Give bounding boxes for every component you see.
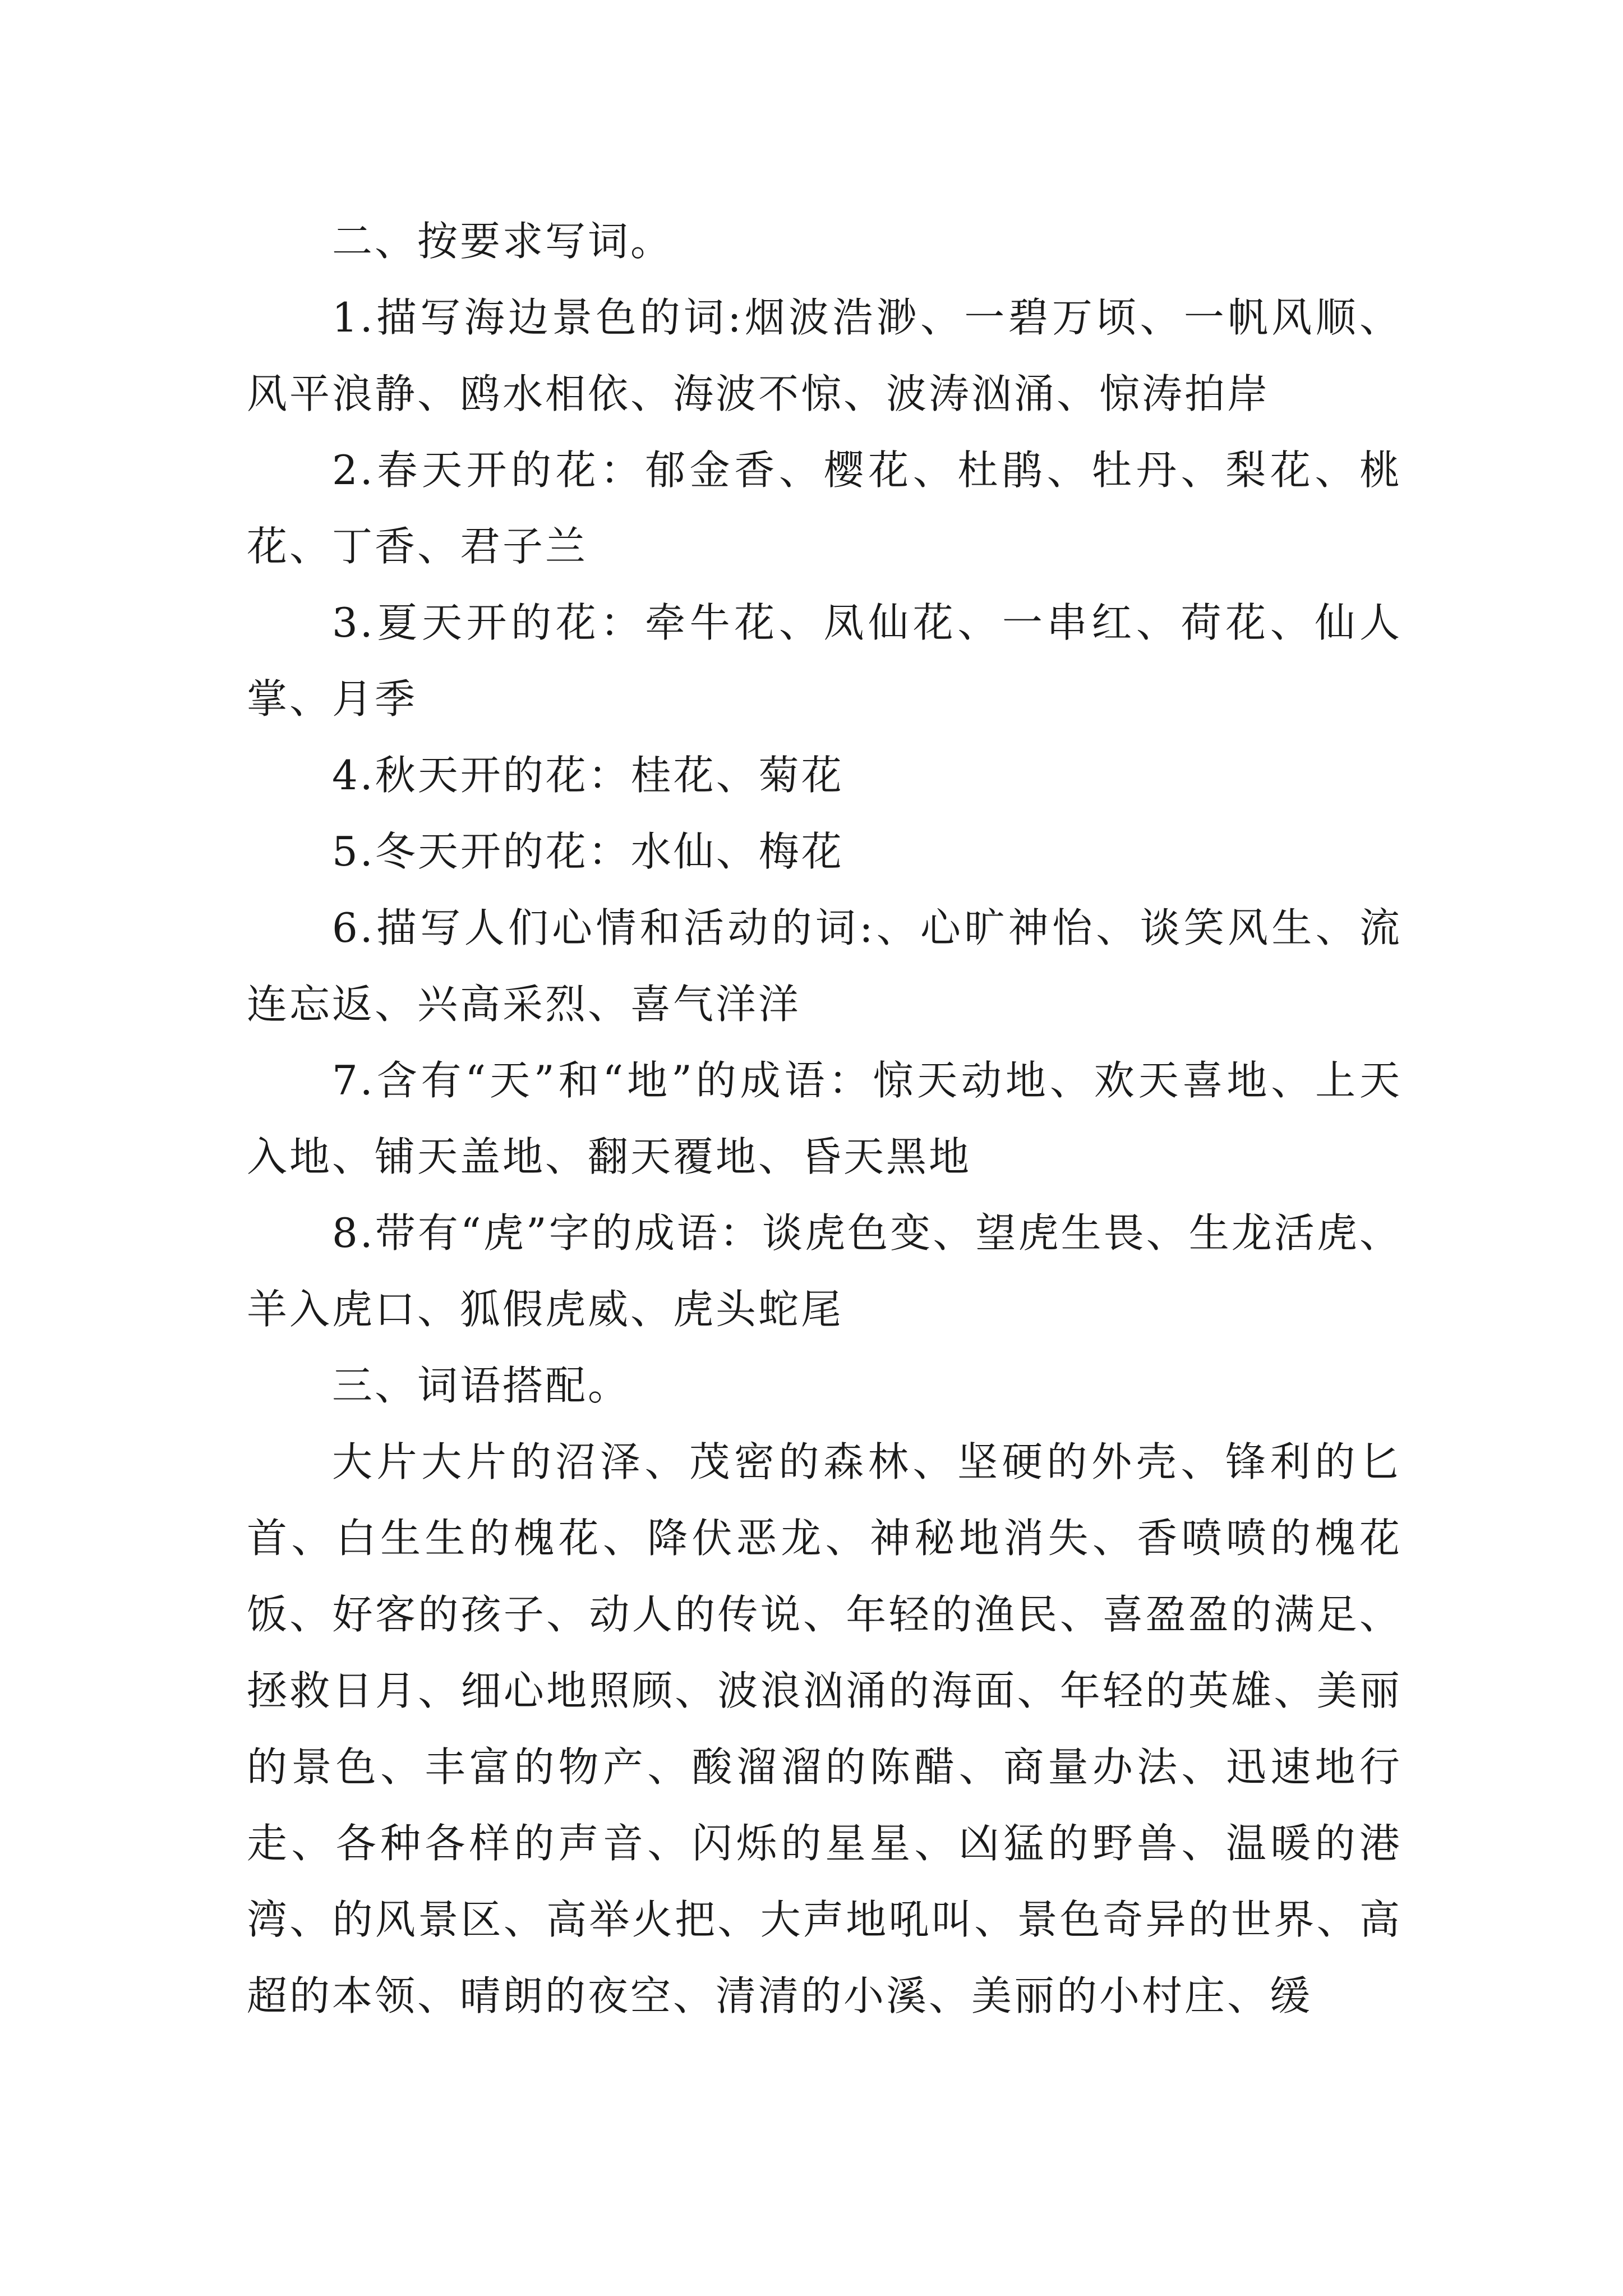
- list-item-3: 3.夏天开的花：牵牛花、凤仙花、一串红、荷花、仙人掌、月季: [247, 599, 1402, 723]
- list-item-7: 7.含有“天”和“地”的成语：惊天动地、欢天喜地、上天入地、铺天盖地、翻天覆地、昏天黑地: [247, 1057, 1402, 1180]
- body-paragraph: 大片大片的沼泽、茂密的森林、坚硬的外壳、锋利的匕首、白生生的槐花、降伏恶龙、神秘地消失、香喷喷的槐花饭、好客的孩子、动人的传说、年轻的渔民、喜盈盈的满足、拯救日月、细心地照顾、波浪汹涌的海面、年轻的英雄、美丽的景色、丰富的物产、酸溜溜的陈醋、商量办法、迅速地行走、各种各样的声音、闪烁的星星、凶猛的野兽、温暖的港湾、的风景区、高举火把、大声地吼叫、景色奇异的世界、高超的本领、晴朗的夜空、清清的小溪、美丽的小村庄、缓: [247, 1438, 1402, 2019]
- list-item-8: 8.带有“虎”字的成语：谈虎色变、望虎生畏、生龙活虎、羊入虎口、狐假虎威、虎头蛇尾: [247, 1209, 1402, 1333]
- section-heading-3: 三、词语搭配。: [332, 1362, 631, 1409]
- list-item-2: 2.春天开的花：郁金香、樱花、杜鹃、牡丹、梨花、桃花、丁香、君子兰: [247, 447, 1402, 570]
- list-item-1: 1.描写海边景色的词:烟波浩渺、一碧万顷、一帆风顺、风平浪静、鸥水相依、海波不惊、波涛汹涌、惊涛拍岸: [247, 294, 1402, 417]
- list-item-4: 4.秋天开的花：桂花、菊花: [332, 752, 844, 799]
- list-item-6: 6.描写人们心情和活动的词:、心旷神怡、谈笑风生、流连忘返、兴高采烈、喜气洋洋: [247, 904, 1402, 1028]
- document-body: [247, 203, 1402, 2034]
- section-heading-2: 二、按要求写词。: [332, 218, 674, 265]
- list-item-5: 5.冬天开的花：水仙、梅花: [332, 828, 844, 875]
